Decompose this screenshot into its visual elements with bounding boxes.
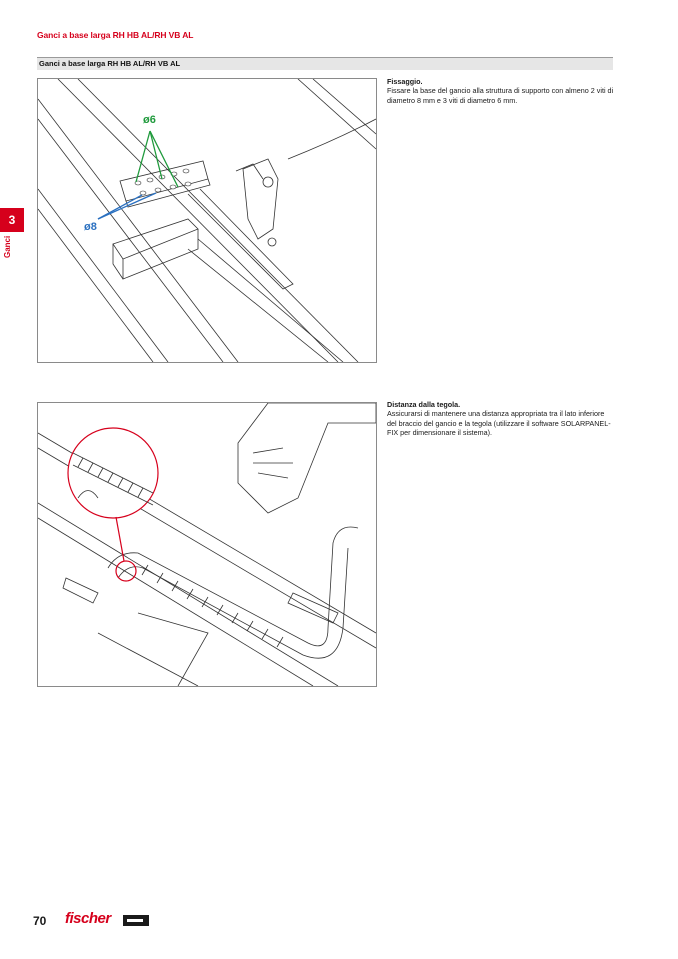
note-fixing-body: Fissare la base del gancio alla struttura di supporto con almeno 2 viti di diametro 8 mm e 3 viti di diametro 6 mm. bbox=[387, 86, 614, 105]
diameter-8-label: ø8 bbox=[84, 221, 97, 233]
figure-tile-distance bbox=[37, 402, 377, 687]
page-number: 70 bbox=[33, 914, 47, 928]
figure-fixing bbox=[37, 78, 377, 363]
diameter-6-label: ø6 bbox=[143, 114, 156, 126]
detail-callout bbox=[68, 428, 158, 581]
brand-mark-icon bbox=[123, 915, 149, 926]
note-tile-distance-body: Assicurarsi di mantenere una distanza appropriata tra il lato inferiore del braccio del gancio e la tegola (utilizzare il software SOLARPANEL-FIX per dimensionare il sistema). bbox=[387, 409, 611, 438]
section-title: Ganci a base larga RH HB AL/RH VB AL bbox=[39, 59, 181, 68]
tile-distance-illustration bbox=[38, 403, 376, 686]
diameter-8-arrows bbox=[98, 193, 156, 219]
note-fixing bbox=[387, 77, 615, 105]
chapter-label: Ganci bbox=[3, 235, 12, 258]
fixing-illustration bbox=[38, 79, 376, 362]
brand-logo: fischer bbox=[65, 910, 111, 927]
note-tile-distance-heading: Distanza dalla tegola. bbox=[387, 400, 461, 409]
document-title: Ganci a base larga RH HB AL/RH VB AL bbox=[37, 30, 194, 40]
section-header-bar bbox=[37, 58, 613, 70]
note-fixing-heading: Fissaggio. bbox=[387, 77, 423, 86]
chapter-number: 3 bbox=[8, 213, 16, 227]
note-tile-distance bbox=[387, 400, 615, 438]
chapter-tab[interactable] bbox=[0, 208, 24, 232]
